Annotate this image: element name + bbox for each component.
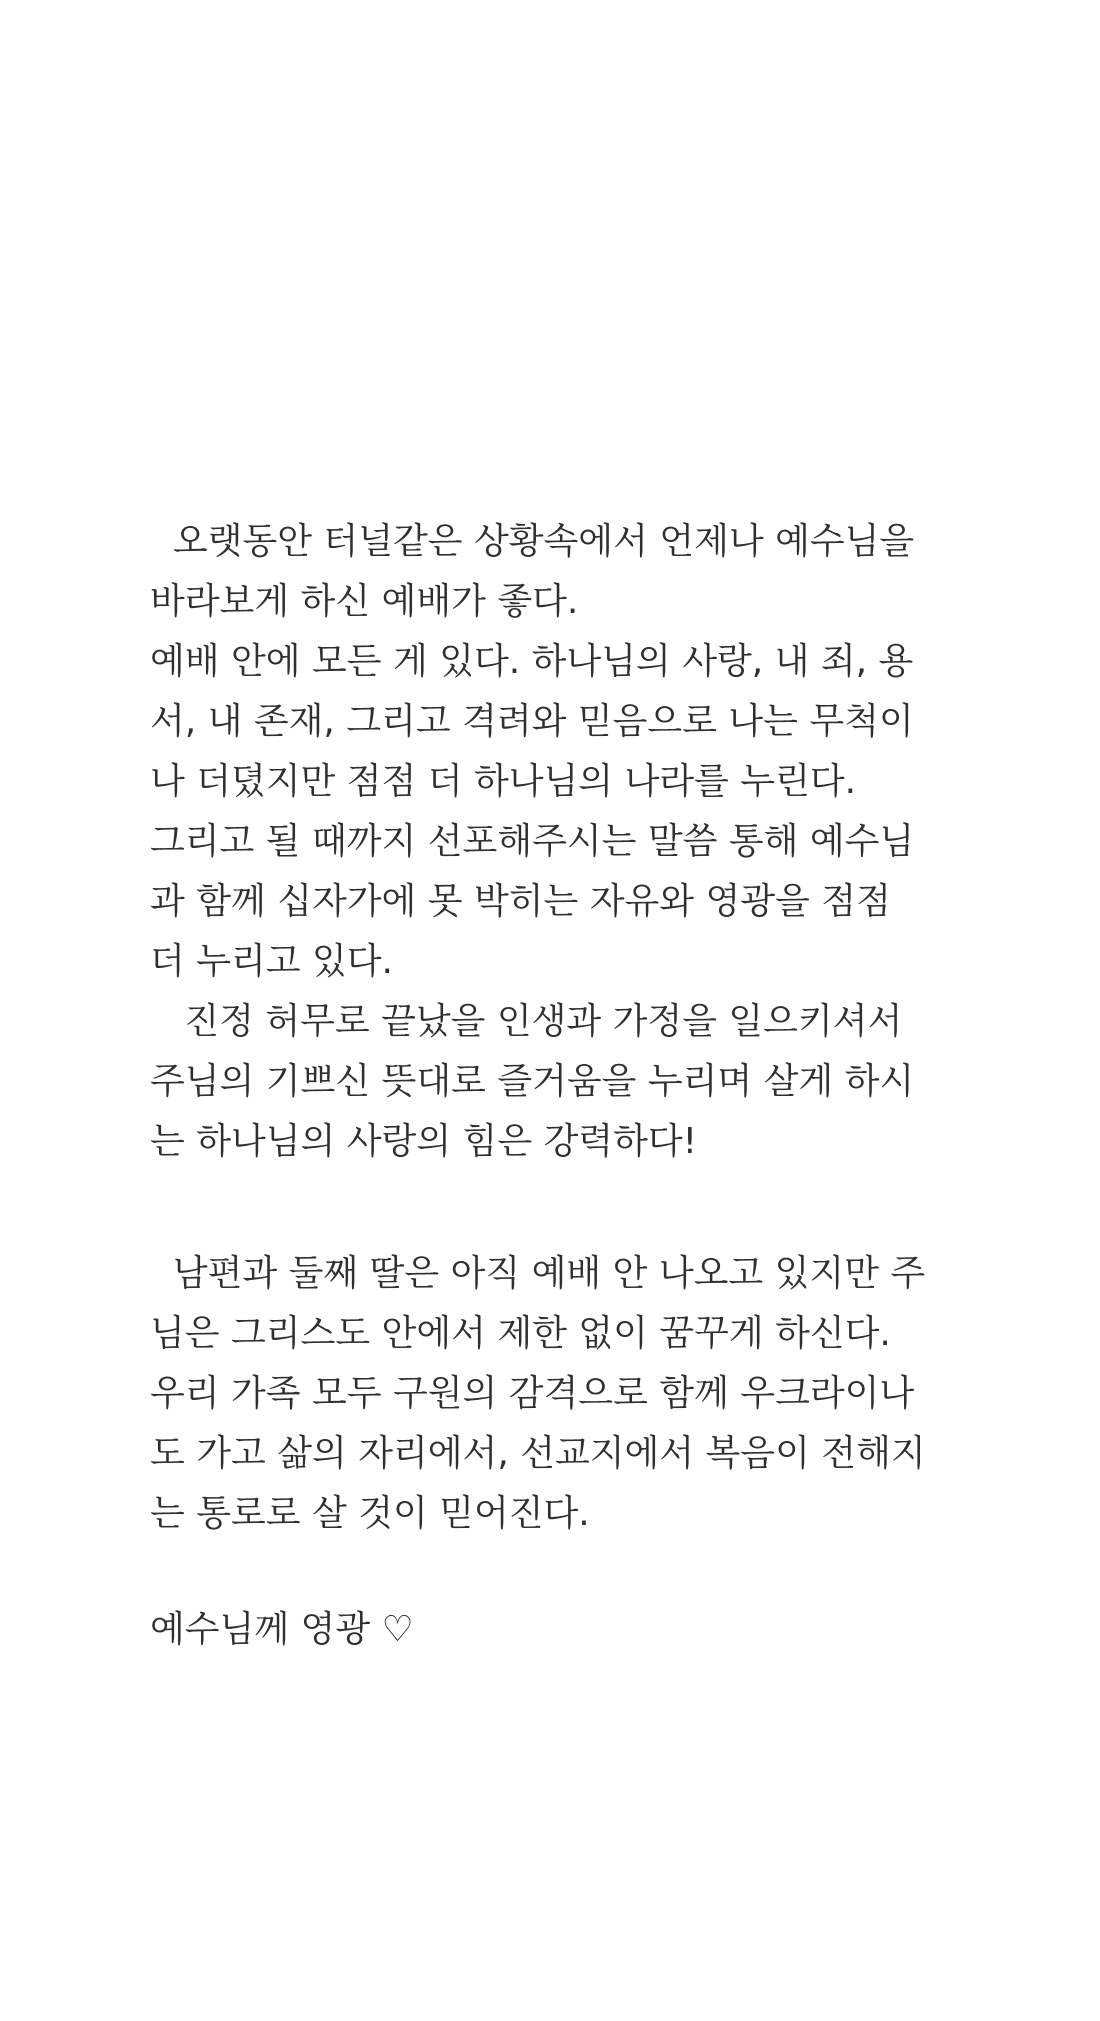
paragraph-1-line: 진정 허무로 끝났을 인생과 가정을 일으키셔서 xyxy=(150,1001,903,1042)
paragraph-2-line: 님은 그리스도 안에서 제한 없이 꿈꾸게 하신다. xyxy=(150,1313,891,1354)
paragraph-2-line: 남편과 둘째 딸은 아직 예배 안 나오고 있지만 주 xyxy=(150,1253,926,1294)
paragraph-1-line: 나 더뎠지만 점점 더 하나님의 나라를 누린다. xyxy=(150,761,857,802)
closing-line: 예수님께 영광 ♡ xyxy=(150,1609,414,1650)
paragraph-1-line: 는 하나님의 사랑의 힘은 강력하다! xyxy=(150,1121,698,1162)
paragraph-1-line: 예배 안에 모든 게 있다. 하나님의 사랑, 내 죄, 용 xyxy=(150,641,914,682)
paragraph-spacer xyxy=(150,1172,970,1244)
paragraph-2-line: 도 가고 삶의 자리에서, 선교지에서 복음이 전해지 xyxy=(150,1433,926,1474)
paragraph-2-line: 우리 가족 모두 구원의 감격으로 함께 우크라이나 xyxy=(150,1373,915,1414)
paragraph-spacer xyxy=(150,1544,970,1600)
paragraph-2 xyxy=(150,1244,970,1544)
paragraph-1-line: 서, 내 존재, 그리고 격려와 믿음으로 나는 무척이 xyxy=(150,701,914,742)
paragraph-1-line: 주님의 기쁘신 뜻대로 즐거움을 누리며 살게 하시 xyxy=(150,1061,915,1102)
paragraph-1-line: 오랫동안 터널같은 상황속에서 언제나 예수님을 xyxy=(150,521,915,562)
paragraph-2-line: 는 통로로 살 것이 믿어진다. xyxy=(150,1493,590,1534)
paragraph-1-line: 더 누리고 있다. xyxy=(150,941,393,982)
text-block xyxy=(150,512,970,1660)
paragraph-1-line: 과 함께 십자가에 못 박히는 자유와 영광을 점점 xyxy=(150,881,891,922)
paragraph-1-line: 그리고 될 때까지 선포해주시는 말씀 통해 예수님 xyxy=(150,821,915,862)
paragraph-1 xyxy=(150,512,970,1172)
paragraph-1-line: 바라보게 하신 예배가 좋다. xyxy=(150,581,579,622)
